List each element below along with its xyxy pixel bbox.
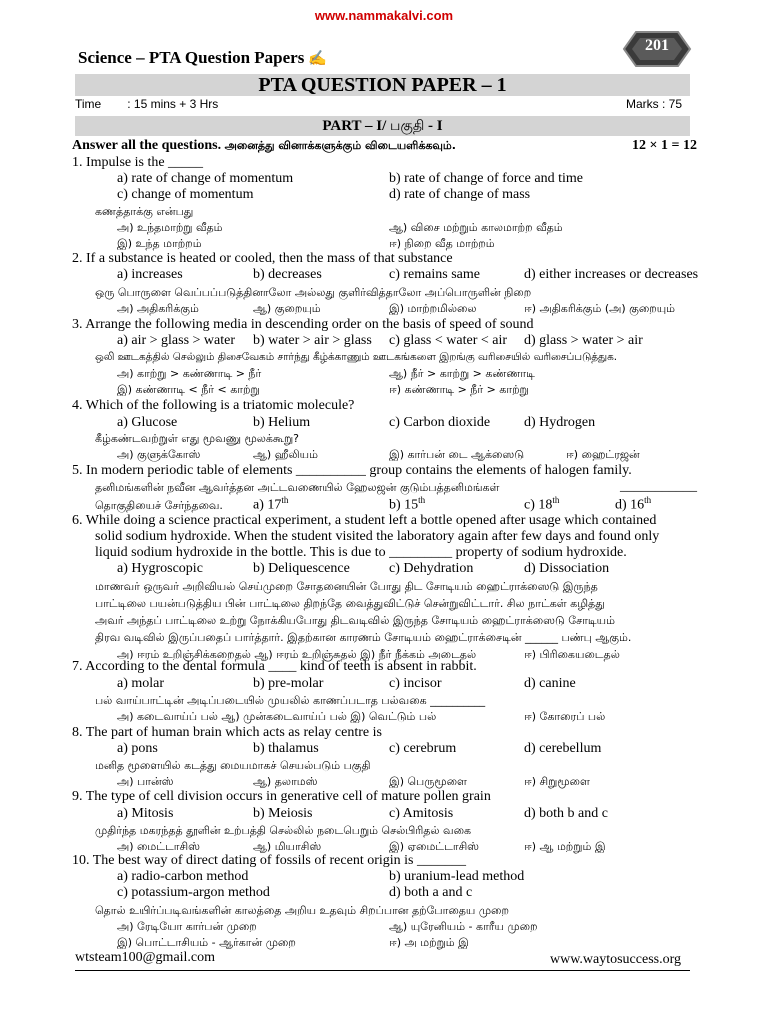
- q4-option-d-ta: ஈ) ஹைட்ரஜன்: [566, 448, 640, 461]
- part-title-ta: பகுதி: [390, 118, 425, 134]
- q8-option-d: d) cerebellum: [524, 741, 602, 756]
- q1-option-c-ta: இ) உந்த மாற்றம்: [117, 237, 202, 250]
- q6-ta-line3: அவர் அந்தப் பாட்டிலை உற்று நோக்கியபோது திடவடிவில் இருந்த சோடியம் ஹைட்ராக்ஸைடு சோடியம்: [95, 614, 615, 627]
- q3-option-c: c) glass < water < air: [389, 333, 508, 348]
- q10-option-d: d) both a and c: [389, 885, 473, 900]
- q3-option-d-ta: ஈ) கண்ணாடி > நீர் > காற்று: [389, 383, 529, 396]
- q5-option-d-text: d) 16: [615, 497, 645, 513]
- q8-option-a: a) pons: [117, 741, 158, 756]
- q6-stem-line1: 6. While doing a science practical experiment, a student left a bottle opened after usage which contained: [72, 513, 657, 528]
- q1-option-b-ta: ஆ) விசை மற்றும் காலமாற்ற வீதம்: [389, 221, 563, 234]
- q8-option-c: c) cerebrum: [389, 741, 457, 756]
- q10-option-c: c) potassium-argon method: [117, 885, 270, 900]
- q4-option-c: c) Carbon dioxide: [389, 415, 491, 430]
- q7-options-ta: அ) கடைவாய்ப் பல் ஆ) முன்கடைவாய்ப் பல் இ) வெட்டும் பல்: [117, 710, 437, 723]
- q8-option-d-ta: ஈ) சிறுமூளை: [524, 775, 590, 788]
- part-heading: [75, 116, 690, 136]
- q6-options-ta: அ) ஈரம் உறிஞ்சிக்கறைதல் ஆ) ஈரம் உறிஞ்சுதல் இ) நீர் நீக்கம் அடைதல்: [117, 648, 477, 661]
- q8-stem-ta: மனித மூளையில் கடத்து மையமாகச் செயல்படும் பகுதி: [95, 759, 371, 772]
- q6-ta-line1: மாணவர் ஒருவர் அறிவியல் செய்முறை சோதனையின் போது திட சோடியம் ஹைட்ராக்ஸைடு இருந்த: [95, 580, 598, 593]
- q6-ta-line4: திரவ வடிவில் இருப்பதைப் பார்த்தார். இதற்கான காரணம் சோடியம் ஹைட்ராக்சைடின் ______ பண்பு ஆகும்.: [95, 631, 632, 644]
- q10-option-b-ta: ஆ) யுரேனியம் - காரீய முறை: [389, 920, 538, 933]
- q2-option-a-ta: அ) அதிகரிக்கும்: [117, 302, 199, 315]
- q3-stem: 3. Arrange the following media in descending order on the basis of speed of sound: [72, 317, 534, 332]
- q2-option-d-ta: ஈ) அதிகரிக்கும் (அ) குறையும்: [524, 302, 676, 315]
- q8-option-b: b) thalamus: [253, 741, 319, 756]
- q4-stem: 4. Which of the following is a triatomic molecule?: [72, 398, 355, 413]
- q7-option-d: d) canine: [524, 676, 576, 691]
- q5-stem-ta: தனிமங்களின் நவீன ஆவர்த்தன அட்டவணையில் ஹேலஜன் குடும்பத்தனிமங்கள்: [95, 481, 500, 494]
- q8-option-a-ta: அ) பான்ஸ்: [117, 775, 174, 788]
- hand-icon: ✍: [308, 51, 328, 67]
- q9-option-d-ta: ஈ) ஆ மற்றும் இ: [524, 840, 606, 853]
- q3-option-c-ta: இ) கண்ணாடி < நீர் < காற்று: [117, 383, 260, 396]
- q5-stem2-ta: தொகுதியைச் சேர்ந்தவை.: [95, 499, 223, 512]
- marks-label: Marks : 75: [625, 97, 682, 111]
- footer-website: www.waytosuccess.org: [549, 952, 681, 967]
- q5-option-a-text: a) 17: [253, 497, 282, 513]
- q1-option-d-ta: ஈ) நிறை வீத மாற்றம்: [389, 237, 495, 250]
- page-number: 201: [645, 37, 669, 54]
- q3-option-b-ta: ஆ) நீர் > காற்று > கண்ணாடி: [389, 367, 535, 380]
- q4-option-a-ta: அ) குளுக்கோஸ்: [117, 448, 201, 461]
- time-label: Time: [75, 97, 102, 111]
- q7-option-a: a) molar: [117, 676, 165, 691]
- q10-stem: 10. The best way of direct dating of fossils of recent origin is _______: [72, 853, 466, 868]
- q6-ta-line2: பாட்டிலை பயன்படுத்திய பின் பாட்டிலை திறந்தே வைத்துவிட்டுச் சென்றுவிட்டார். சில நாட்கள் கழித்து: [95, 597, 605, 610]
- instruction-row: [72, 138, 697, 155]
- q4-stem-ta: கீழ்கண்டவற்றுள் எது மூவணு மூலக்கூறு?: [95, 432, 299, 445]
- q1-option-a: a) rate of change of momentum: [117, 171, 294, 186]
- q5-option-c-sup: th: [552, 495, 560, 505]
- site-url: www.nammakalvi.com: [314, 8, 454, 23]
- q6-option-a: a) Hygroscopic: [117, 561, 203, 576]
- page-number-badge: [622, 30, 692, 68]
- instruction-en: Answer all the questions.: [72, 138, 222, 153]
- q5-option-d: [615, 495, 651, 514]
- q2-option-c: c) remains same: [389, 267, 480, 282]
- footer-email: wtsteam100@gmail.com: [75, 950, 216, 965]
- q4-option-a: a) Glucose: [117, 415, 178, 430]
- q8-option-b-ta: ஆ) தலாமஸ்: [253, 775, 318, 788]
- q9-option-d: d) both b and c: [524, 806, 608, 821]
- q5-option-d-sup: th: [644, 495, 652, 505]
- q6-option-c: c) Dehydration: [389, 561, 474, 576]
- q2-option-b-ta: ஆ) குறையும்: [253, 302, 321, 315]
- q6-stem-line3: liquid sodium hydroxide in the bottle. This is due to _________ property of sodium hydroxide.: [95, 545, 627, 560]
- q8-stem: 8. The part of human brain which acts as relay centre is: [72, 725, 382, 740]
- q5-option-b: [389, 495, 425, 514]
- q6-option-d: d) Dissociation: [524, 561, 610, 576]
- q5-option-b-sup: th: [418, 495, 426, 505]
- q1-stem-ta: கணத்தாக்கு என்பது: [95, 205, 194, 218]
- q7-option-b: b) pre-molar: [253, 676, 324, 691]
- part-title-num: - I: [428, 118, 443, 134]
- q3-stem-ta: ஒலி ஊடகத்தில் செல்லும் திசைவேகம் சார்ந்து கீழ்க்காணும் ஊடகங்களை இறங்கு வரிசையில் வரிசைப்படுத்துக.: [95, 351, 618, 363]
- q1-option-a-ta: அ) உந்தமாற்று வீதம்: [117, 221, 223, 234]
- q5-blank-ta: ___________: [620, 479, 697, 494]
- q6-option-d-ta: ஈ) பிரிகையடைதல்: [524, 648, 620, 661]
- q7-option-d-ta: ஈ) கோரைப் பல்: [524, 710, 606, 723]
- q9-option-a-ta: அ) மைட்டாசிஸ்: [117, 840, 200, 853]
- footer-divider: [75, 970, 690, 971]
- q9-option-c: c) Amitosis: [389, 806, 454, 821]
- q3-option-d: d) glass > water > air: [524, 333, 643, 348]
- q9-stem-ta: முதிர்ந்த மகரந்தத் தூளின் உற்பத்தி செல்லில் நடைபெறும் செல்பிரிதல் வகை: [95, 824, 472, 837]
- q4-option-b: b) Helium: [253, 415, 311, 430]
- q10-option-a: a) radio-carbon method: [117, 869, 249, 884]
- q4-option-b-ta: ஆ) ஹீலியம்: [253, 448, 318, 461]
- q6-stem-line2: solid sodium hydroxide. When the student visited the laboratory again after few days and found only: [95, 529, 660, 544]
- q3-option-a: a) air > glass > water: [117, 333, 236, 348]
- q8-option-c-ta: இ) பெருமூளை: [389, 775, 467, 788]
- q7-stem: 7. According to the dental formula ____ kind of teeth is absent in rabbit.: [72, 659, 477, 674]
- q7-stem-ta: பல் வாய்பாட்டின் அடிப்படையில் முயலில் காணப்படாத பல்வகை __________: [95, 694, 486, 707]
- q5-option-b-text: b) 15: [389, 497, 419, 513]
- instruction-marks: 12 × 1 = 12: [632, 138, 697, 153]
- q7-option-c: c) incisor: [389, 676, 442, 691]
- q2-option-c-ta: இ) மாற்றமில்லை: [389, 302, 477, 315]
- q9-option-c-ta: இ) ஏமைட்டாசிஸ்: [389, 840, 479, 853]
- q1-option-d: d) rate of change of mass: [389, 187, 531, 202]
- time-marks-row: [75, 97, 682, 113]
- q2-option-b: b) decreases: [253, 267, 322, 282]
- q1-option-c: c) change of momentum: [117, 187, 254, 202]
- q10-option-d-ta: ஈ) அ மற்றும் இ: [389, 936, 469, 949]
- paper-title: PTA QUESTION PAPER – 1: [75, 74, 690, 96]
- q3-option-a-ta: அ) காற்று > கண்ணாடி > நீர்: [117, 367, 262, 380]
- q10-option-c-ta: இ) பொட்டாசியம் - ஆர்கான் முறை: [117, 936, 296, 949]
- q4-option-d: d) Hydrogen: [524, 415, 596, 430]
- q9-option-a: a) Mitosis: [117, 806, 174, 821]
- instruction-ta: அனைத்து வினாக்களுக்கும் விடையளிக்கவும்.: [224, 139, 456, 152]
- q2-stem-ta: ஒரு பொருளை வெப்பப்படுத்தினாலோ அல்லது குளிர்வித்தாலோ அப்பொருளின் நிறை: [95, 286, 532, 299]
- q3-option-b: b) water > air > glass: [253, 333, 372, 348]
- q2-stem: 2. If a substance is heated or cooled, then the mass of that substance: [72, 251, 453, 266]
- q5-option-a-sup: th: [281, 495, 289, 505]
- q9-option-b-ta: ஆ) மியாசிஸ்: [253, 840, 322, 853]
- q9-stem: 9. The type of cell division occurs in generative cell of mature pollen grain: [72, 789, 491, 804]
- subject-title: [78, 48, 327, 68]
- q5-option-a: [253, 495, 288, 514]
- q1-option-b: b) rate of change of force and time: [389, 171, 583, 186]
- q5-stem: 5. In modern periodic table of elements __________ group contains the elements of halogen family.: [72, 463, 632, 478]
- q5-option-c-text: c) 18: [524, 497, 553, 513]
- q2-option-a: a) increases: [117, 267, 183, 282]
- subject-text: Science – PTA Question Papers: [78, 48, 305, 67]
- q5-option-c: [524, 495, 559, 514]
- q1-stem: 1. Impulse is the _____: [72, 155, 204, 170]
- q10-stem-ta: தொல் உயிர்ப்படிவங்களின் காலத்தை அறிய உதவும் சிறப்பான தற்போதைய முறை: [95, 904, 509, 917]
- q9-option-b: b) Meiosis: [253, 806, 313, 821]
- q4-option-c-ta: இ) கார்பன் டை ஆக்ஸைடு: [389, 448, 525, 461]
- q6-option-b: b) Deliquescence: [253, 561, 350, 576]
- q2-option-d: d) either increases or decreases: [524, 267, 699, 282]
- q10-option-a-ta: அ) ரேடியோ கார்பன் முறை: [117, 920, 257, 933]
- part-title-en: PART – I/: [322, 118, 387, 134]
- time-value: : 15 mins + 3 Hrs: [127, 97, 219, 111]
- q10-option-b: b) uranium-lead method: [389, 869, 525, 884]
